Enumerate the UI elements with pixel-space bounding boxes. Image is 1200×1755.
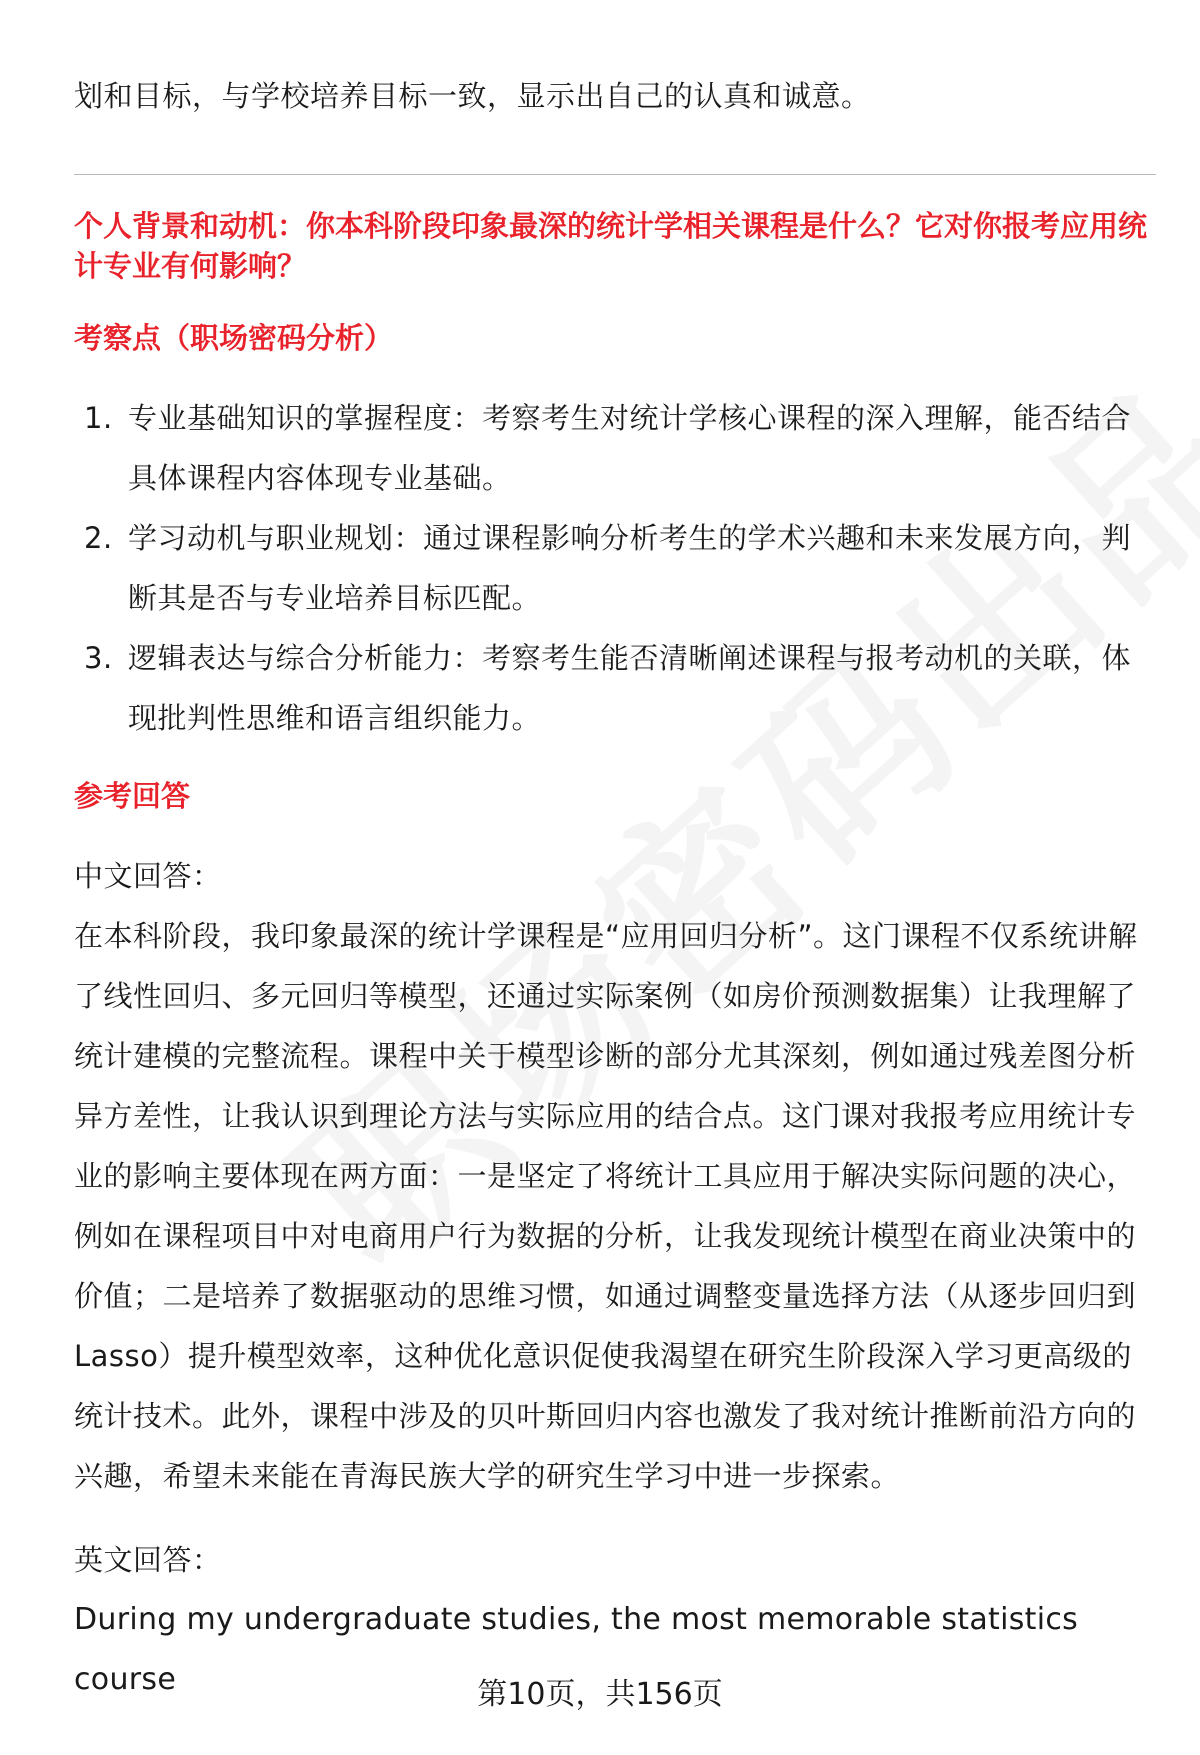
chinese-answer-label: 中文回答： bbox=[74, 859, 222, 893]
exam-point-number: 2. bbox=[84, 521, 113, 555]
exam-point-text: 学习动机与职业规划：通过课程影响分析考生的学术兴趣和未来发展方向，判断其是否与专业培养目标匹配。 bbox=[128, 521, 1132, 615]
section-divider bbox=[74, 174, 1156, 175]
continuation-paragraph: 划和目标，与学校培养目标一致，显示出自己的认真和诚意。 bbox=[74, 79, 871, 113]
exam-points-list bbox=[74, 388, 1156, 748]
english-answer-text: During my undergraduate studies, the most memorable statistics course bbox=[74, 1602, 1079, 1697]
exam-point-text: 逻辑表达与综合分析能力：考察考生能否清晰阐述课程与报考动机的关联，体现批判性思维和语言组织能力。 bbox=[128, 641, 1132, 735]
question-heading: 个人背景和动机：你本科阶段印象最深的统计学相关课程是什么？它对你报考应用统计专业有何影响？ bbox=[74, 209, 1148, 283]
exam-point-item bbox=[74, 628, 1156, 748]
english-answer-label: 英文回答： bbox=[74, 1543, 222, 1577]
exam-points-heading: 考察点（职场密码分析） bbox=[74, 321, 394, 355]
exam-point-item bbox=[74, 388, 1156, 508]
page-number-footer: 第10页，共156页 bbox=[477, 1677, 723, 1712]
exam-point-text: 专业基础知识的掌握程度：考察考生对统计学核心课程的深入理解，能否结合具体课程内容体现专业基础。 bbox=[128, 401, 1132, 495]
exam-point-number: 3. bbox=[84, 641, 113, 675]
exam-point-number: 1. bbox=[84, 401, 113, 435]
reference-answer-heading: 参考回答 bbox=[74, 779, 191, 813]
chinese-answer-text: 在本科阶段，我印象最深的统计学课程是“应用回归分析”。这门课程不仅系统讲解了线性回归、多元回归等模型，还通过实际案例（如房价预测数据集）让我理解了统计建模的完整流程。课程中关于模型诊断的部分尤其深刻，例如通过残差图分析异方差性，让我认识到理论方法与实际应用的结合点。这门课对我报考应用统计专业的影响主要体现在两方面：一是坚定了将统计工具应用于解决实际问题的决心，例如在课程项目中对电商用户行为数据的分析，让我发现统计模型在商业决策中的价值；二是培养了数据驱动的思维习惯，如通过调整变量选择方法（从逐步回归到Lasso）提升模型效率，这种优化意识促使我渴望在研究生阶段深入学习更高级的统计技术。此外，课程中涉及的贝叶斯回归内容也激发了我对统计推断前沿方向的兴趣，希望未来能在青海民族大学的研究生学习中进一步探索。 bbox=[74, 919, 1138, 1493]
exam-point-item bbox=[74, 508, 1156, 628]
